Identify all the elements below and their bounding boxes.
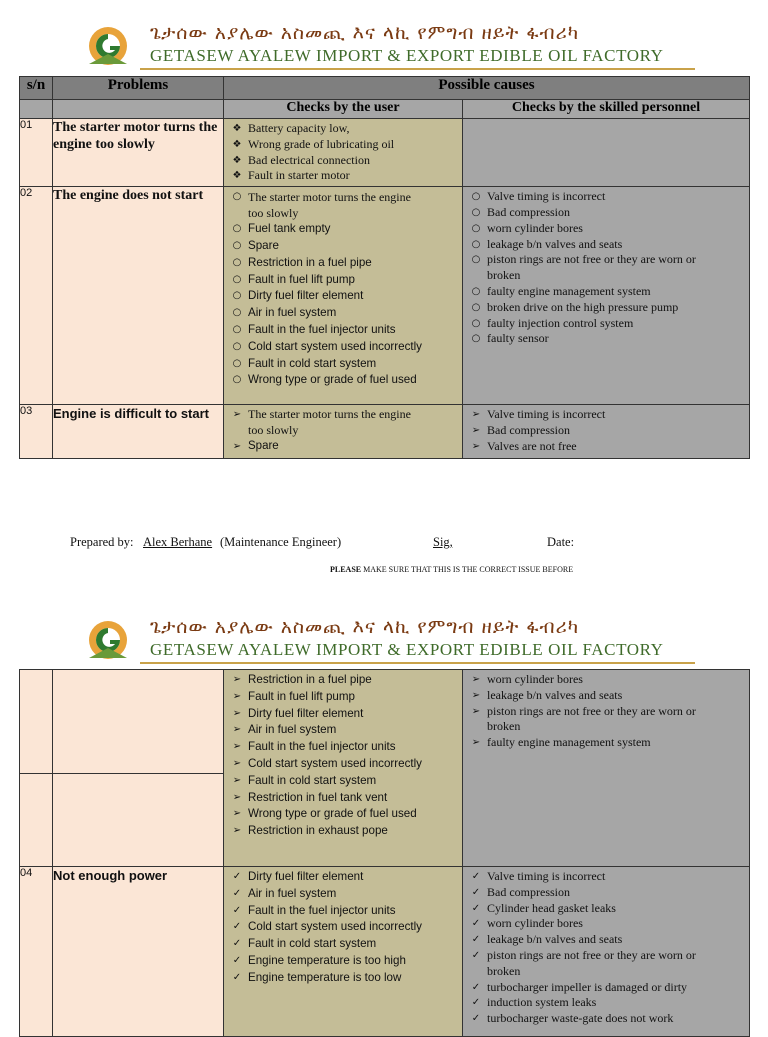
- list-item: ➢ Restriction in a fuel pipe: [248, 672, 458, 689]
- list-item: ✓ turbocharger impeller is damaged or dirty: [487, 980, 745, 996]
- date-label: Date:: [547, 535, 575, 549]
- user-checks-list: [224, 187, 462, 391]
- list-item-continuation: broken: [487, 268, 521, 283]
- list-item: ○ Air in fuel system: [248, 305, 458, 322]
- row-number: 04: [20, 867, 53, 1037]
- user-checks-list: [224, 867, 462, 989]
- circle-bullet-icon: ○: [471, 333, 481, 345]
- list-item: ➢ Cold start system used incorrectly: [248, 756, 458, 773]
- problem-text: Engine is difficult to start: [53, 405, 224, 459]
- skilled-checks-cell: [463, 867, 750, 1037]
- skilled-checks-cell: [463, 187, 750, 405]
- list-item: ✓ Valve timing is incorrect: [487, 869, 745, 885]
- circle-bullet-icon: ○: [232, 323, 242, 335]
- arrow-bullet-icon: ➢: [471, 424, 481, 436]
- list-item: ○ worn cylinder bores: [487, 221, 745, 237]
- list-item: ✓ leakage b/n valves and seats: [487, 932, 745, 948]
- check-bullet-icon: ✓: [471, 871, 481, 882]
- arrow-bullet-icon: ➢: [471, 409, 481, 421]
- circle-bullet-icon: ○: [471, 206, 481, 218]
- arrow-bullet-icon: ➢: [232, 774, 242, 786]
- circle-bullet-icon: ○: [471, 254, 481, 266]
- list-item: ➢ Valves are not free: [487, 439, 745, 455]
- list-item: ○ The starter motor turns the engine: [248, 189, 458, 205]
- list-item: ○ Cold start system used incorrectly: [248, 339, 458, 356]
- arrow-bullet-icon: ➢: [232, 707, 242, 719]
- diamond-bullet-icon: ❖: [232, 154, 242, 166]
- troubleshooting-table: [19, 76, 750, 459]
- list-item: ➢ piston rings are not free or they are worn or: [487, 704, 745, 720]
- user-checks-list: [224, 670, 462, 842]
- preparer-name: Alex Berhane: [143, 535, 213, 549]
- circle-bullet-icon: ○: [232, 374, 242, 386]
- subheader-empty-sn: [20, 100, 53, 119]
- list-item: ➢ The starter motor turns the engine: [248, 407, 458, 423]
- list-item: ✓ Cold start system used incorrectly: [248, 919, 458, 936]
- user-checks-cell: [224, 670, 463, 867]
- skilled-checks-list: [463, 187, 749, 349]
- arrow-bullet-icon: ➢: [232, 757, 242, 769]
- skilled-checks-cell: [463, 670, 750, 867]
- skilled-checks-cell: [463, 405, 750, 459]
- preparer-role: (Maintenance Engineer): [220, 535, 342, 549]
- list-item: ○ Fuel tank empty: [248, 221, 458, 238]
- list-item: ➢ Dirty fuel filter element: [248, 706, 458, 723]
- logo-underline: [140, 662, 695, 664]
- check-bullet-icon: ✓: [471, 886, 481, 898]
- row-number: 03: [20, 405, 53, 459]
- circle-bullet-icon: ○: [232, 256, 242, 268]
- arrow-bullet-icon: ➢: [232, 409, 242, 421]
- problem-split: [53, 670, 224, 867]
- list-item: ➢ Restriction in fuel tank vent: [248, 790, 458, 807]
- circle-bullet-icon: ○: [471, 191, 481, 203]
- subheader-skilled: Checks by the skilled personnel: [463, 100, 750, 119]
- list-item: ○ Fault in fuel lift pump: [248, 272, 458, 289]
- logo-underline: [140, 68, 695, 70]
- prepared-by-line: [70, 535, 710, 553]
- issue-notice: PLEASE MAKE SURE THAT THIS IS THE CORRECT ISSUE BEFORE: [330, 565, 574, 574]
- user-checks-cell: [224, 867, 463, 1037]
- check-bullet-icon: ✓: [471, 997, 481, 1009]
- table-row: [20, 119, 750, 187]
- check-bullet-icon: ✓: [471, 902, 481, 914]
- check-bullet-icon: ✓: [232, 971, 242, 983]
- company-emblem-icon: [83, 618, 133, 662]
- company-logo-banner: [75, 22, 695, 70]
- list-item: ○ Restriction in a fuel pipe: [248, 255, 458, 272]
- arrow-bullet-icon: ➢: [471, 674, 481, 685]
- check-bullet-icon: ✓: [232, 887, 242, 899]
- logo-amharic-name: ጌታሰው አያሌው አስመጪ እና ላኪ የምግብ ዘይት ፋብሪካ: [150, 616, 580, 638]
- table-header-row: [20, 77, 750, 100]
- check-bullet-icon: ✓: [232, 938, 242, 950]
- list-item: ➢ Wrong type or grade of fuel used: [248, 806, 458, 823]
- list-item-continuation: broken: [487, 719, 521, 734]
- check-bullet-icon: ✓: [471, 949, 481, 961]
- list-item: ✓ Air in fuel system: [248, 886, 458, 903]
- header-problems: Problems: [53, 77, 224, 100]
- list-item: ○ broken drive on the high pressure pump: [487, 300, 745, 316]
- check-bullet-icon: ✓: [471, 934, 481, 946]
- list-item: ○ Valve timing is incorrect: [487, 189, 745, 205]
- circle-bullet-icon: ○: [232, 290, 242, 302]
- list-item: ➢ Spare: [248, 439, 458, 455]
- list-item: ➢ leakage b/n valves and seats: [487, 688, 745, 704]
- header-sn: s/n: [20, 77, 53, 100]
- arrow-bullet-icon: ➢: [471, 705, 481, 717]
- list-item: ✓ Fault in the fuel injector units: [248, 903, 458, 920]
- user-checks-cell: [224, 119, 463, 187]
- table-row: [20, 187, 750, 405]
- problem-text: The engine does not start: [53, 187, 224, 405]
- problem-text: The starter motor turns the engine too slowly: [53, 119, 224, 187]
- list-item: ✓ Dirty fuel filter element: [248, 869, 458, 886]
- check-bullet-icon: ✓: [471, 918, 481, 930]
- table-row: [20, 867, 750, 1037]
- diamond-bullet-icon: ❖: [232, 138, 242, 150]
- circle-bullet-icon: ○: [232, 239, 242, 251]
- check-bullet-icon: ✓: [471, 981, 481, 993]
- logo-english-name: GETASEW AYALEW IMPORT & EXPORT EDIBLE OIL FACTORY: [150, 46, 664, 65]
- arrow-bullet-icon: ➢: [232, 825, 242, 837]
- logo-english-name: GETASEW AYALEW IMPORT & EXPORT EDIBLE OIL FACTORY: [150, 640, 664, 659]
- user-checks-cell: [224, 405, 463, 459]
- table-subheader-row: [20, 100, 750, 119]
- diamond-bullet-icon: ❖: [232, 123, 242, 134]
- table-row: [20, 405, 750, 459]
- list-item: ○ faulty injection control system: [487, 316, 745, 332]
- list-item: ✓ piston rings are not free or they are worn or: [487, 948, 745, 964]
- list-item: ❖ Fault in starter motor: [248, 168, 458, 184]
- row-number: 02: [20, 187, 53, 405]
- list-item: ➢ Fault in the fuel injector units: [248, 739, 458, 756]
- list-item: ✓ Cylinder head gasket leaks: [487, 901, 745, 917]
- list-item: ○ Fault in cold start system: [248, 356, 458, 373]
- list-item-continuation: too slowly: [248, 422, 299, 437]
- circle-bullet-icon: ○: [471, 238, 481, 250]
- signature-label: Sig,: [433, 535, 453, 549]
- circle-bullet-icon: ○: [471, 285, 481, 297]
- subheader-user: Checks by the user: [224, 100, 463, 119]
- check-bullet-icon: ✓: [232, 921, 242, 933]
- check-bullet-icon: ✓: [471, 1013, 481, 1025]
- table-row: [20, 670, 750, 867]
- list-item: ➢ Bad compression: [487, 423, 745, 439]
- list-item: ❖ Wrong grade of lubricating oil: [248, 137, 458, 153]
- row-number-split: [20, 670, 53, 867]
- arrow-bullet-icon: ➢: [232, 808, 242, 820]
- list-item: ➢ Fault in cold start system: [248, 773, 458, 790]
- list-item: ✓ turbocharger waste-gate does not work: [487, 1011, 745, 1027]
- arrow-bullet-icon: ➢: [471, 440, 481, 452]
- circle-bullet-icon: ○: [471, 301, 481, 313]
- list-item: ✓ Engine temperature is too low: [248, 970, 458, 987]
- circle-bullet-icon: ○: [232, 191, 242, 203]
- list-item: ✓ worn cylinder bores: [487, 916, 745, 932]
- company-emblem-icon: [83, 24, 133, 68]
- skilled-checks-list: [463, 867, 749, 1029]
- arrow-bullet-icon: ➢: [232, 724, 242, 736]
- arrow-bullet-icon: ➢: [232, 791, 242, 803]
- arrow-bullet-icon: ➢: [471, 737, 481, 749]
- list-item: ➢ Fault in fuel lift pump: [248, 689, 458, 706]
- check-bullet-icon: ✓: [232, 904, 242, 916]
- circle-bullet-icon: ○: [232, 340, 242, 352]
- arrow-bullet-icon: ➢: [232, 674, 242, 685]
- circle-bullet-icon: ○: [232, 357, 242, 369]
- list-item: ➢ faulty engine management system: [487, 735, 745, 751]
- circle-bullet-icon: ○: [471, 222, 481, 234]
- check-bullet-icon: ✓: [232, 871, 242, 882]
- user-checks-list: [224, 405, 462, 456]
- logo-amharic-name: ጌታሰው አያሌው አስመጪ እና ላኪ የምግብ ዘይት ፋብሪካ: [150, 22, 580, 44]
- list-item: ➢ Valve timing is incorrect: [487, 407, 745, 423]
- list-item: ✓ Bad compression: [487, 885, 745, 901]
- list-item: ✓ Fault in cold start system: [248, 936, 458, 953]
- list-item: ○ Wrong type or grade of fuel used: [248, 372, 458, 389]
- check-bullet-icon: ✓: [232, 954, 242, 966]
- company-logo-banner: [75, 616, 695, 664]
- list-item: ○ Bad compression: [487, 205, 745, 221]
- list-item: ➢ worn cylinder bores: [487, 672, 745, 688]
- list-item: ○ faulty sensor: [487, 331, 745, 347]
- arrow-bullet-icon: ➢: [471, 689, 481, 701]
- list-item: ○ Fault in the fuel injector units: [248, 322, 458, 339]
- list-item: ○ piston rings are not free or they are worn or: [487, 252, 745, 268]
- circle-bullet-icon: ○: [471, 317, 481, 329]
- subheader-empty-problems: [53, 100, 224, 119]
- list-item: ○ leakage b/n valves and seats: [487, 237, 745, 253]
- list-item: ❖ Bad electrical connection: [248, 153, 458, 169]
- prepared-by-label: Prepared by:: [70, 535, 134, 549]
- list-item: ❖ Battery capacity low,: [248, 121, 458, 137]
- troubleshooting-table-continued: [19, 669, 750, 1037]
- arrow-bullet-icon: ➢: [232, 440, 242, 452]
- list-item-continuation: too slowly: [248, 206, 299, 221]
- list-item: ○ faulty engine management system: [487, 284, 745, 300]
- row-number: 01: [20, 119, 53, 187]
- circle-bullet-icon: ○: [232, 307, 242, 319]
- diamond-bullet-icon: ❖: [232, 170, 242, 182]
- list-item: ➢ Restriction in exhaust pope: [248, 823, 458, 840]
- list-item: ➢ Air in fuel system: [248, 722, 458, 739]
- list-item: ○ Dirty fuel filter element: [248, 288, 458, 305]
- list-item: ○ Spare: [248, 238, 458, 255]
- list-item: ✓ induction system leaks: [487, 995, 745, 1011]
- skilled-checks-list: [463, 670, 749, 753]
- circle-bullet-icon: ○: [232, 223, 242, 235]
- arrow-bullet-icon: ➢: [232, 690, 242, 702]
- user-checks-list: [224, 119, 462, 186]
- circle-bullet-icon: ○: [232, 273, 242, 285]
- list-item: ✓ Engine temperature is too high: [248, 953, 458, 970]
- problem-text: Not enough power: [53, 867, 224, 1037]
- header-possible-causes: Possible causes: [224, 77, 750, 100]
- list-item-continuation: broken: [487, 963, 521, 978]
- skilled-checks-cell: [463, 119, 750, 187]
- arrow-bullet-icon: ➢: [232, 741, 242, 753]
- skilled-checks-list: [463, 405, 749, 456]
- user-checks-cell: [224, 187, 463, 405]
